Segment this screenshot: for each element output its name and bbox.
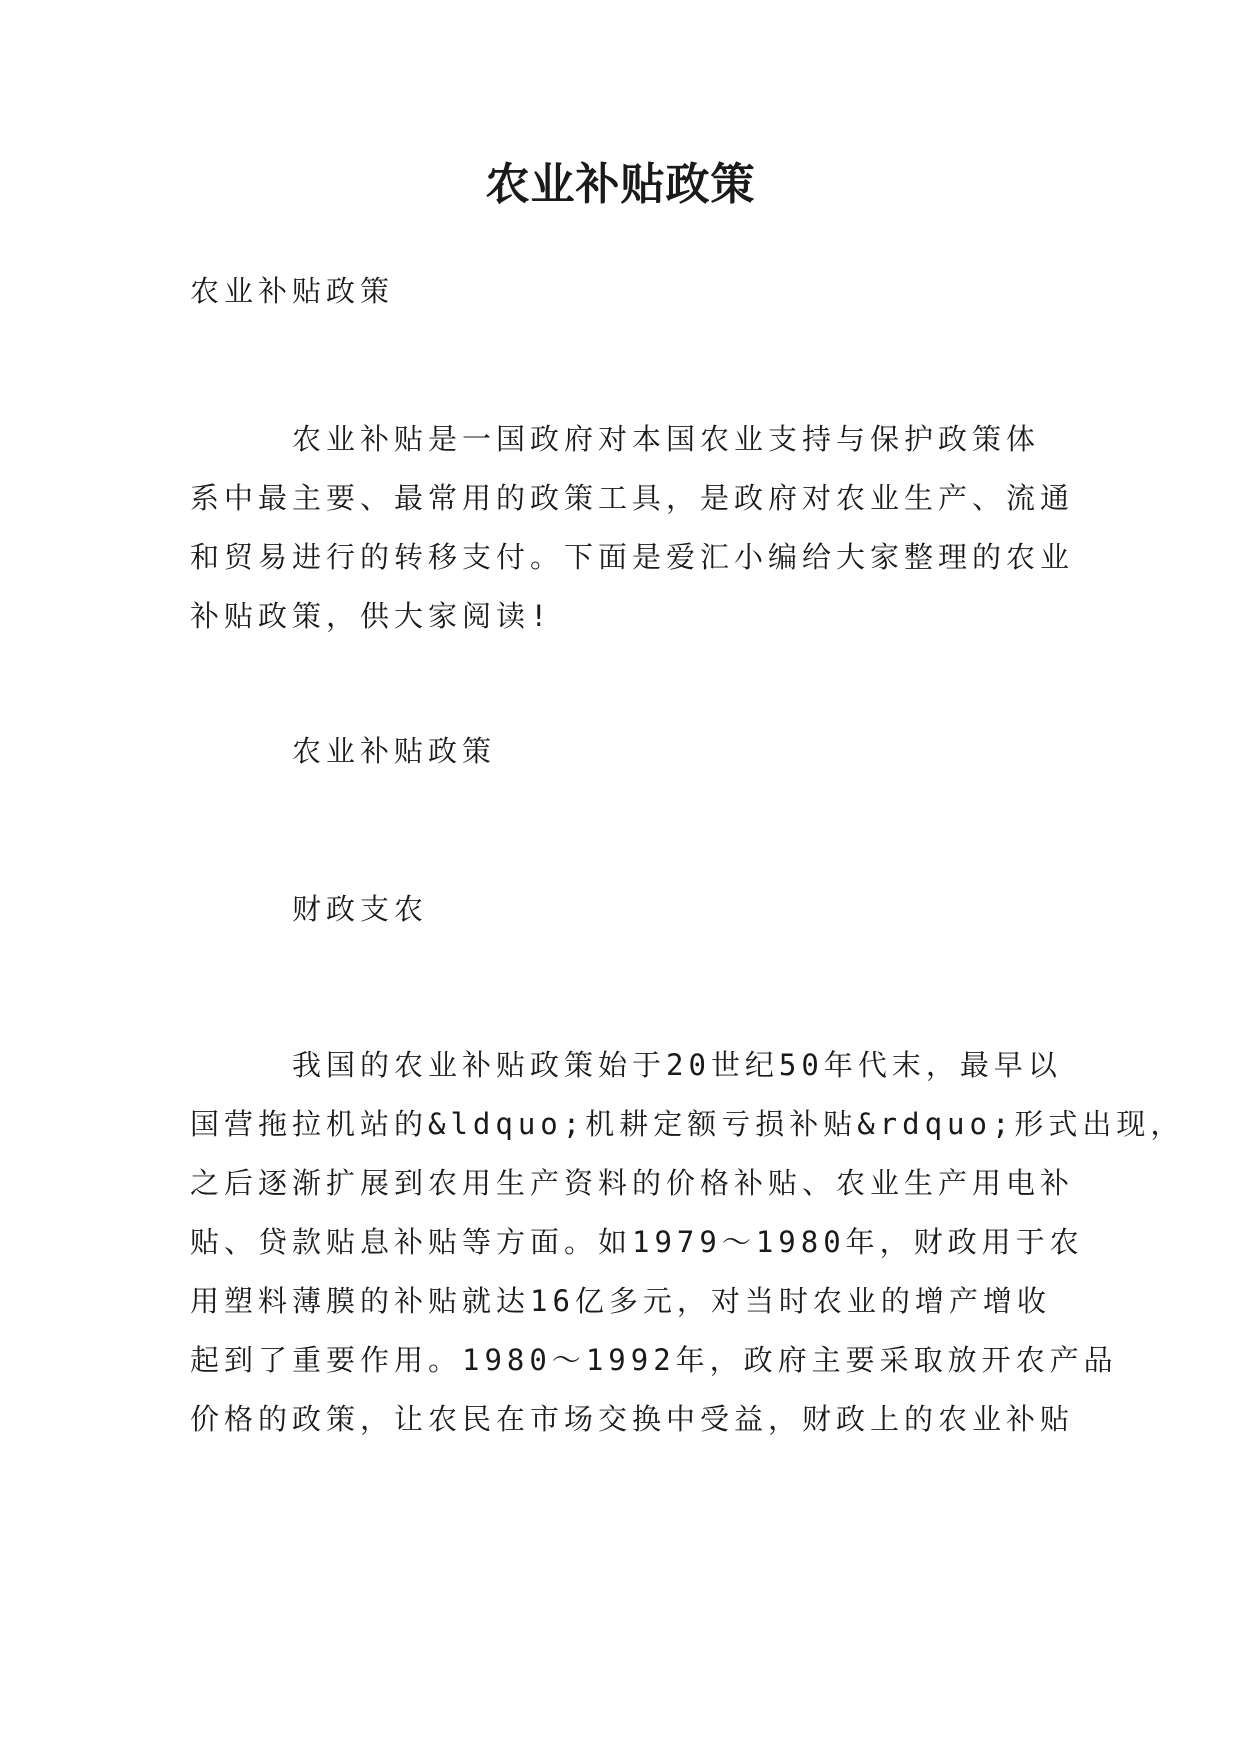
intro-line: 系中最主要、最常用的政策工具，是政府对农业生产、流通 — [190, 481, 1075, 515]
body-paragraph — [190, 1036, 1185, 1449]
body-line: 贴、贷款贴息补贴等方面。如1979～1980年，财政用于农 — [190, 1225, 1084, 1259]
intro-paragraph — [190, 410, 1075, 646]
document-title: 农业补贴政策 — [485, 159, 756, 210]
intro-line: 和贸易进行的转移支付。下面是爱汇小编给大家整理的农业 — [190, 540, 1075, 574]
section-heading: 农业补贴政策 — [190, 734, 497, 768]
body-line: 价格的政策，让农民在市场交换中受益，财政上的农业补贴 — [190, 1402, 1075, 1436]
intro-line: 农业补贴是一国政府对本国农业支持与保护政策体 — [190, 422, 1041, 456]
intro-line: 补贴政策，供大家阅读! — [190, 599, 553, 633]
body-line: 起到了重要作用。1980～1992年，政府主要采取放开农产品 — [190, 1343, 1118, 1377]
subsection-heading: 财政支农 — [190, 892, 429, 926]
body-line: 我国的农业补贴政策始于20世纪50年代末，最早以 — [190, 1048, 1062, 1082]
body-line: 之后逐渐扩展到农用生产资料的价格补贴、农业生产用电补 — [190, 1166, 1075, 1200]
document-subtitle: 农业补贴政策 — [190, 274, 395, 308]
body-line: 用塑料薄膜的补贴就达16亿多元，对当时农业的增产增收 — [190, 1284, 1051, 1318]
body-line: 国营拖拉机站的&ldquo;机耕定额亏损补贴&rdquo;形式出现， — [190, 1107, 1185, 1141]
